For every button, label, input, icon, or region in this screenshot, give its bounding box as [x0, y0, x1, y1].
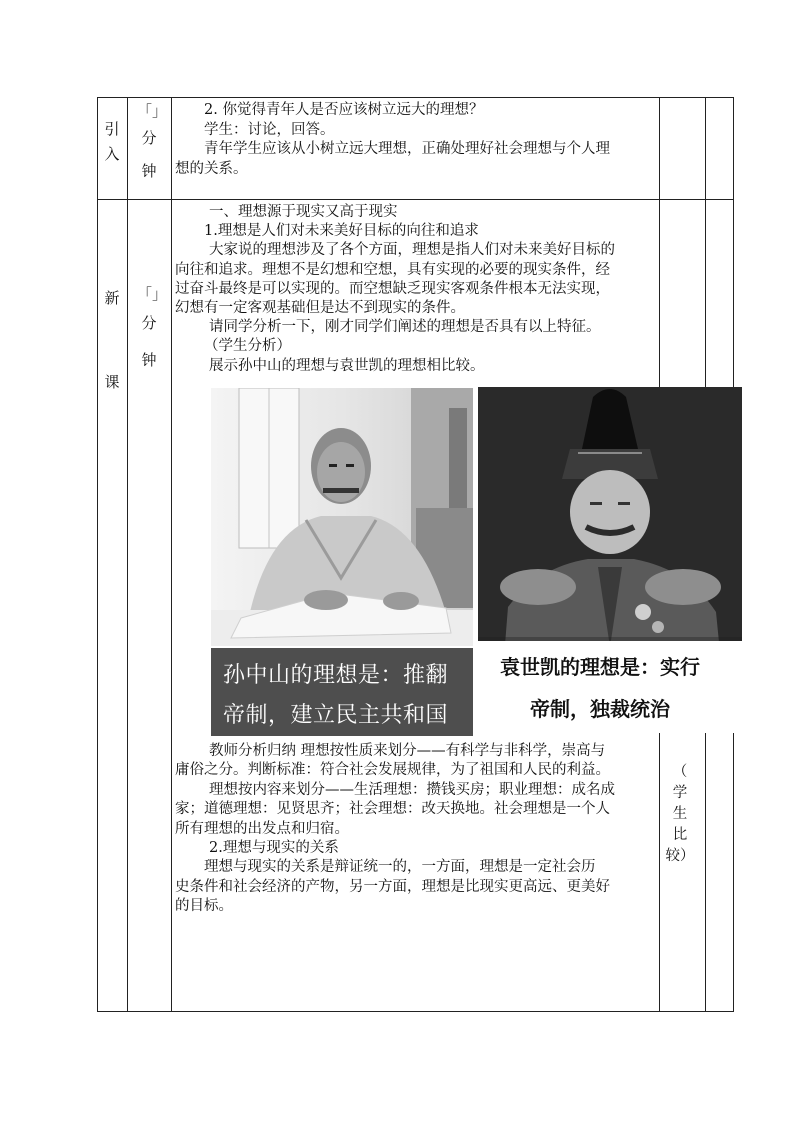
- paragraph-line: 所有理想的出发点和归宿。: [175, 820, 349, 837]
- paragraph-line: 理想与现实的关系是辩证统一的，一方面，理想是一定社会历: [204, 859, 596, 876]
- paragraph-line: 史条件和社会经济的产物，另一方面，理想是比现实更高远、更美好: [175, 878, 610, 895]
- paragraph-line: 幻想有一定客观基础但是达不到现实的条件。: [175, 300, 465, 317]
- sun-yat-sen-caption: [211, 648, 473, 736]
- heading-ideal-from-reality: 一、理想源于现实又高于现实: [209, 204, 398, 220]
- sun-yat-sen-photo: [211, 388, 473, 646]
- paragraph-line: 教师分析归纳 理想按性质来划分——有科学与非科学，崇高与: [209, 743, 606, 759]
- paragraph-line: 请同学分析一下，刚才同学们阐述的理想是否具有以上特征。: [209, 319, 601, 336]
- paragraph-line: 理想按内容来划分——生活理想：攒钱买房；职业理想：成名成: [209, 781, 615, 798]
- intro-conclusion-line2: 想的关系。: [175, 160, 248, 177]
- intro-student-action: 学生：讨论，回答。: [204, 121, 335, 138]
- paragraph-line: 家；道德理想：见贤思齐；社会理想：改天换地。社会理想是一个人: [175, 801, 610, 818]
- paragraph-line: 庸俗之分。判断标准：符合社会发展规律，为了祖国和人民的利益。: [175, 762, 610, 779]
- subheading-ideal-reality-relation: 2.理想与现实的关系: [209, 840, 339, 857]
- intro-content: [175, 101, 610, 179]
- subheading-ideal-definition: 1.理想是人们对未来美好目标的向往和追求: [204, 223, 479, 240]
- caption-line-1: 孙中山的理想是：推翻: [223, 663, 449, 688]
- caption-line-2: 帝制，建立民主共和国: [223, 703, 449, 728]
- new-lesson-content-bottom: [175, 742, 615, 917]
- yuan-shikai-caption: [478, 641, 742, 733]
- paragraph-line: 向往和追求。理想不是幻想和空想，具有实现的必要的现实条件，经: [175, 261, 610, 278]
- caption-line-1: 袁世凯的理想是：实行: [500, 655, 700, 679]
- intro-conclusion-line1: 青年学生应该从小树立远大理想，正确处理好社会理想与个人理: [204, 141, 610, 157]
- time-label-new-lesson: 「」 分 钟: [137, 285, 168, 369]
- activity-note-student-compare: （ 学 生 比 较）: [665, 764, 695, 864]
- table-border-top: [97, 97, 734, 98]
- table-row-divider: [97, 199, 734, 200]
- intro-question: 2. 你觉得青年人是否应该树立远大的理想？: [204, 102, 484, 118]
- paragraph-line: 大家说的理想涉及了各个方面，理想是指人们对未来美好目标的: [209, 242, 615, 259]
- paragraph-line: 的目标。: [175, 898, 233, 915]
- caption-line-2: 帝制，独裁统治: [530, 697, 670, 721]
- table-col-divider-1: [127, 97, 128, 1012]
- table-border-left: [97, 97, 98, 1012]
- table-col-divider-2: [171, 97, 172, 1012]
- time-label-intro: 「」 分 钟: [137, 102, 168, 180]
- table-border-bottom: [97, 1011, 734, 1012]
- portrait-image: [211, 388, 473, 646]
- section-label-intro: 引 入: [104, 120, 120, 163]
- new-lesson-content-top: [175, 203, 615, 376]
- student-analysis-note: （学生分析）: [204, 338, 291, 355]
- section-label-new-lesson: 新 课: [104, 289, 120, 391]
- comparison-intro: 展示孙中山的理想与袁世凯的理想相比较。: [209, 357, 485, 374]
- paragraph-line: 过奋斗最终是可以实现的。而空想缺乏现实客观条件根本无法实现，: [175, 280, 610, 297]
